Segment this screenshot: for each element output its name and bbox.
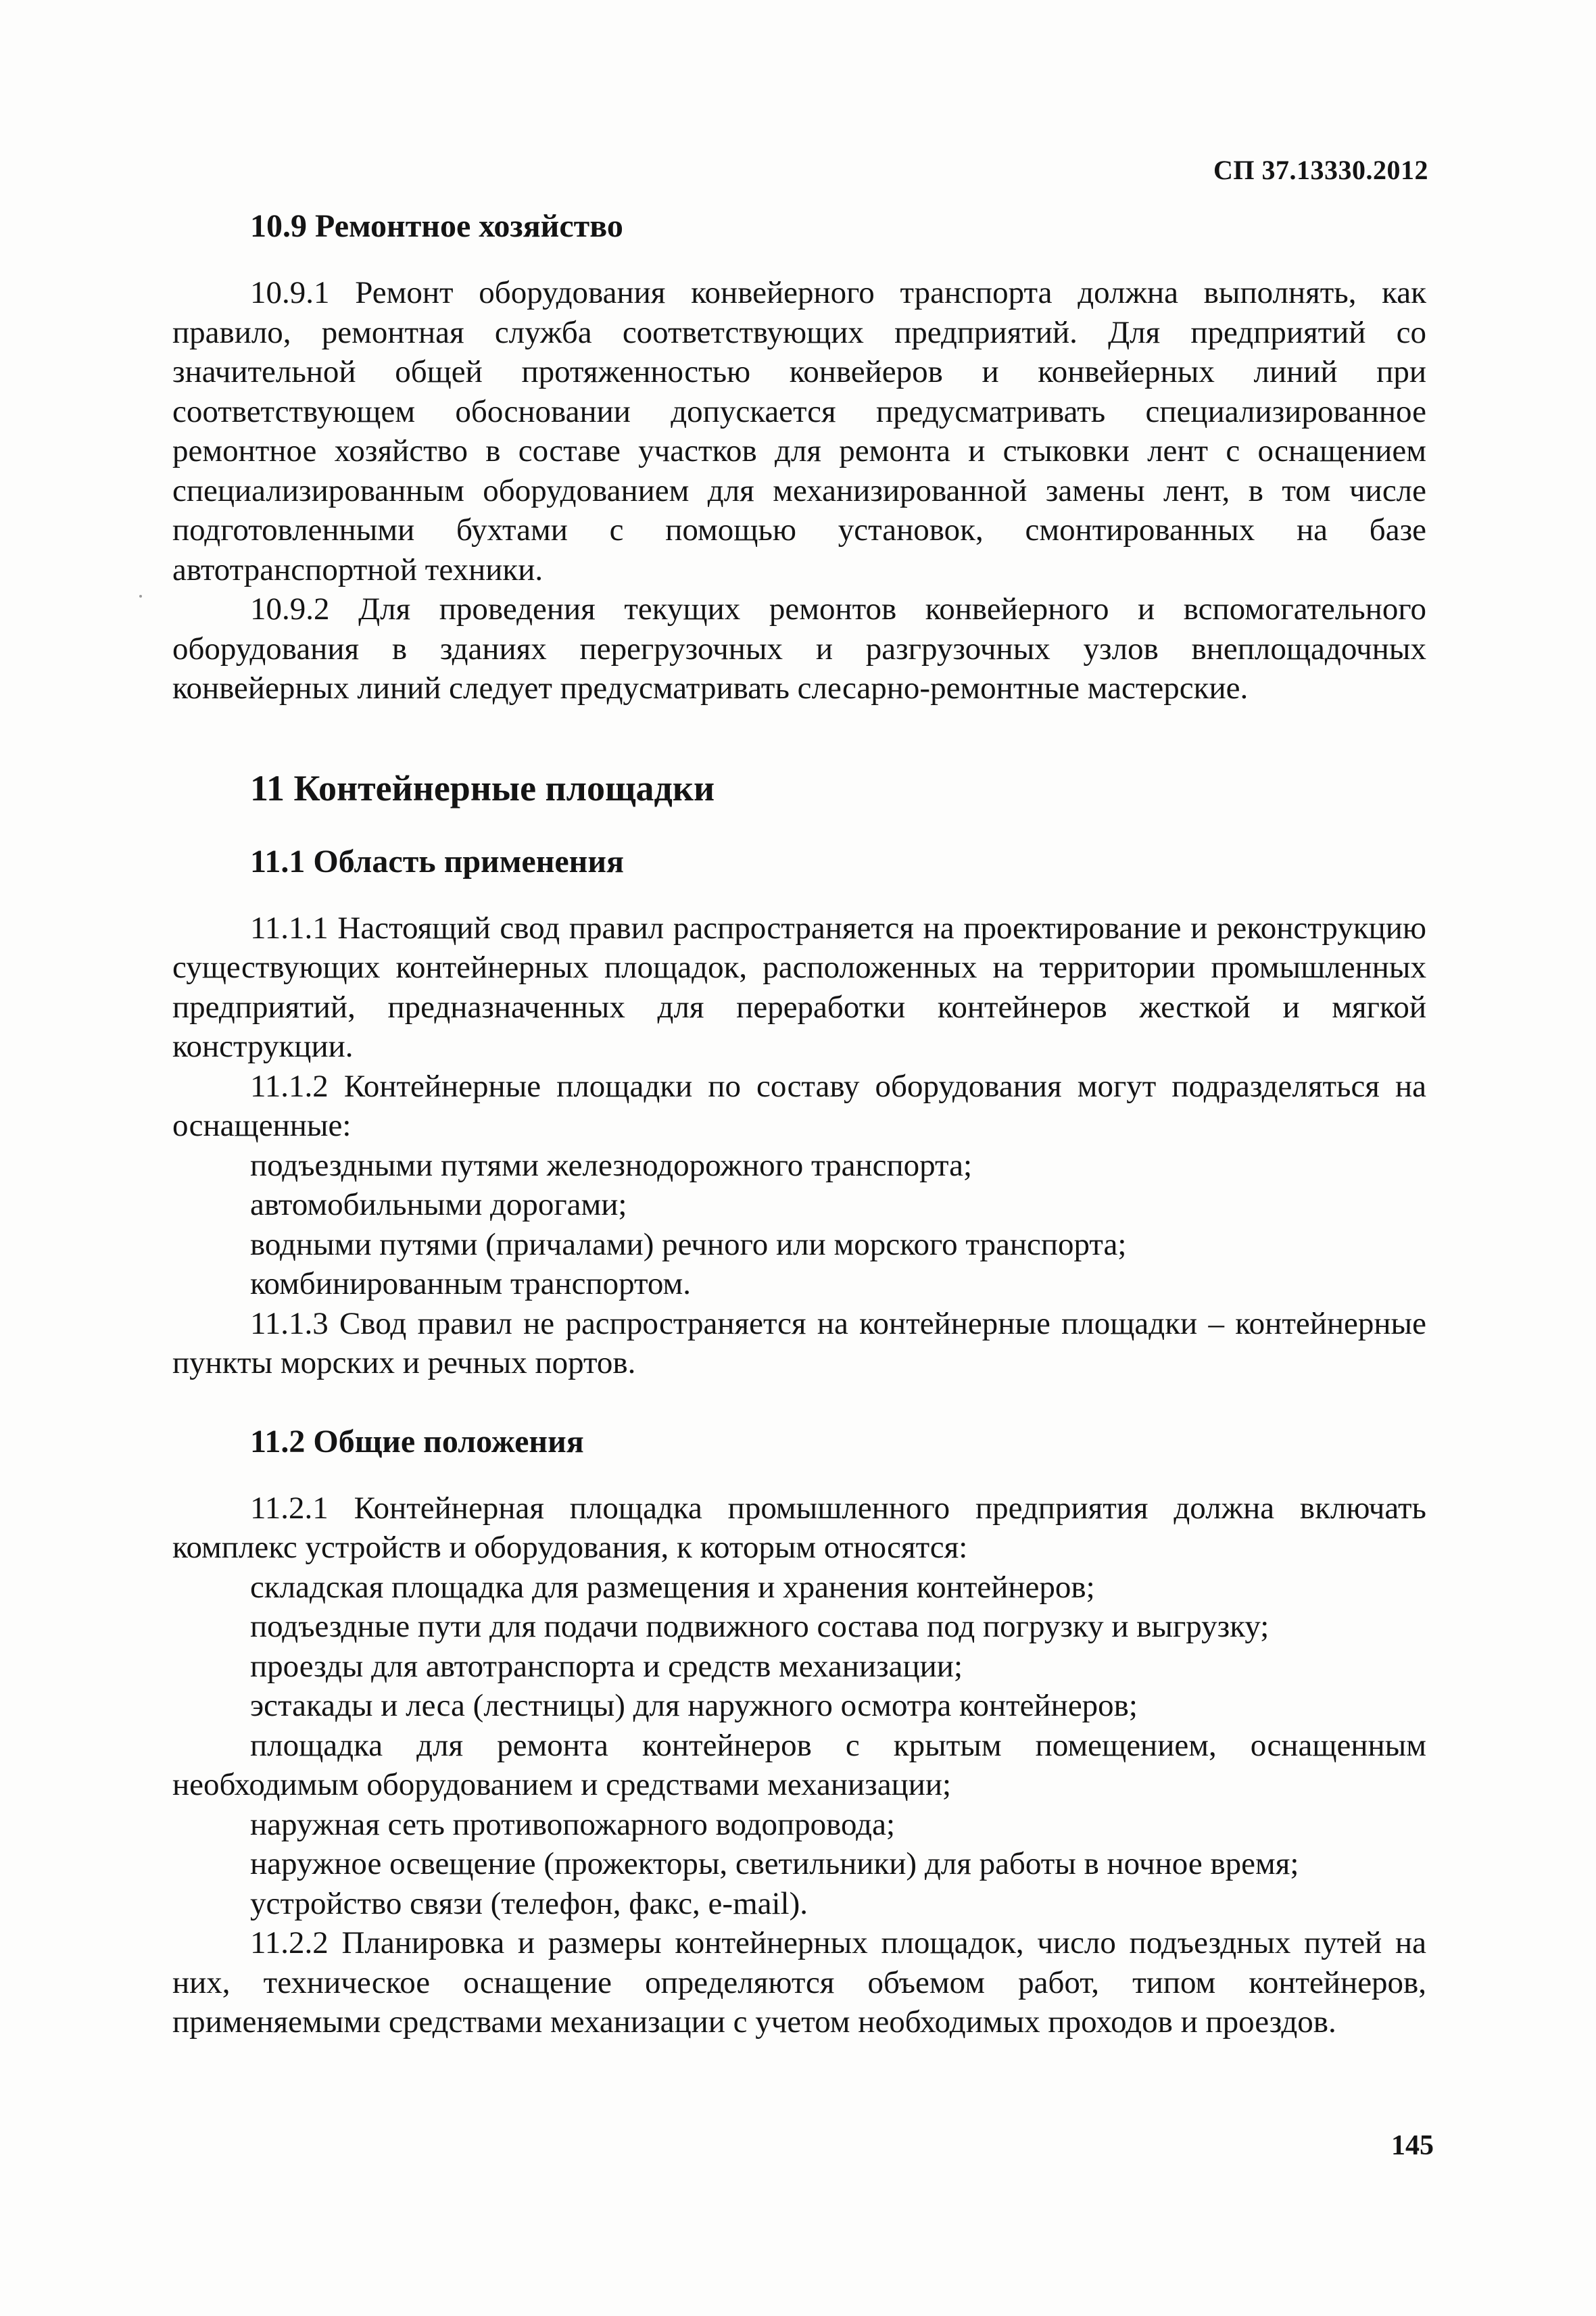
page-number: 145 bbox=[1391, 2130, 1434, 2161]
paragraph-10-9-1: 10.9.1 Ремонт оборудования конвейерного транспорта должна выполнять, как правило, ремонтная служба соответствующих предприятий. Для предприятий со значительной общей протяженностью конвейеров и конвейерных линий при соответствующем обосновании допускается предусматривать специализированное ремонтное хозяйство в составе участков для ремонта и стыковки лент с оснащением специализированным оборудованием для механизированной замены лент, в том числе подготовленными бухтами с помощью установок, смонтированных на базе автотранспортной техники. bbox=[172, 275, 1426, 587]
list-item: подъездные пути для подачи подвижного состава под погрузку и выгрузку; bbox=[250, 1609, 1269, 1644]
list-item: наружная сеть противопожарного водопровода; bbox=[250, 1806, 895, 1842]
page-content bbox=[172, 203, 1426, 2042]
list-item: автомобильными дорогами; bbox=[250, 1187, 627, 1222]
list-item: водными путями (причалами) речного или морского транспорта; bbox=[250, 1226, 1127, 1262]
heading-11-1: 11.1 Область применения bbox=[250, 843, 624, 879]
paragraph-11-1-3: 11.1.3 Свод правил не распространяется на контейнерные площадки – контейнерные пункты морских и речных портов. bbox=[172, 1305, 1426, 1380]
list-item-repair: площадка для ремонта контейнеров с крытым помещением, оснащенным необходимым оборудованием и средствами механизации; bbox=[172, 1727, 1426, 1802]
list-item: складская площадка для размещения и хранения контейнеров; bbox=[250, 1569, 1095, 1605]
paragraph-11-2-2: 11.2.2 Планировка и размеры контейнерных площадок, число подъездных путей на них, техническое оснащение определяются объемом работ, типом контейнеров, применяемыми средствами механизации с учетом необходимых проходов и проездов. bbox=[172, 1925, 1426, 2040]
heading-10-9: 10.9 Ремонтное хозяйство bbox=[250, 208, 623, 244]
list-item: устройство связи (телефон, факс, e-mail). bbox=[250, 1885, 808, 1921]
scan-speck bbox=[139, 595, 142, 598]
paragraph-10-9-2: 10.9.2 Для проведения текущих ремонтов конвейерного и вспомогательного оборудования в зданиях перегрузочных и разгрузочных узлов внеплощадочных конвейерных линий следует предусматривать слесарно-ремонтные мастерские. bbox=[172, 592, 1426, 706]
list-item: эстакады и леса (лестницы) для наружного осмотра контейнеров; bbox=[250, 1688, 1138, 1723]
paragraph-11-2-1: 11.2.1 Контейнерная площадка промышленного предприятия должна включать комплекс устройств и оборудования, к которым относятся: bbox=[172, 1490, 1426, 1565]
list-item: подъездными путями железнодорожного транспорта; bbox=[250, 1147, 973, 1183]
list-item: наружное освещение (прожекторы, светильники) для работы в ночное время; bbox=[250, 1846, 1299, 1881]
heading-11-2: 11.2 Общие положения bbox=[250, 1423, 584, 1459]
list-item: проезды для автотранспорта и средств механизации; bbox=[250, 1648, 963, 1684]
paragraph-11-1-2: 11.1.2 Контейнерные площадки по составу оборудования могут подразделяться на оснащенные: bbox=[172, 1068, 1426, 1143]
heading-11: 11 Контейнерные площадки bbox=[250, 767, 715, 809]
document-code: СП 37.13330.2012 bbox=[1213, 155, 1428, 185]
list-item: комбинированным транспортом. bbox=[250, 1266, 692, 1301]
paragraph-11-1-1: 11.1.1 Настоящий свод правил распространяется на проектирование и реконструкцию существующих контейнерных площадок, расположенных на территории промышленных предприятий, предназначенных для переработки контейнеров жесткой и мягкой конструкции. bbox=[172, 910, 1426, 1064]
